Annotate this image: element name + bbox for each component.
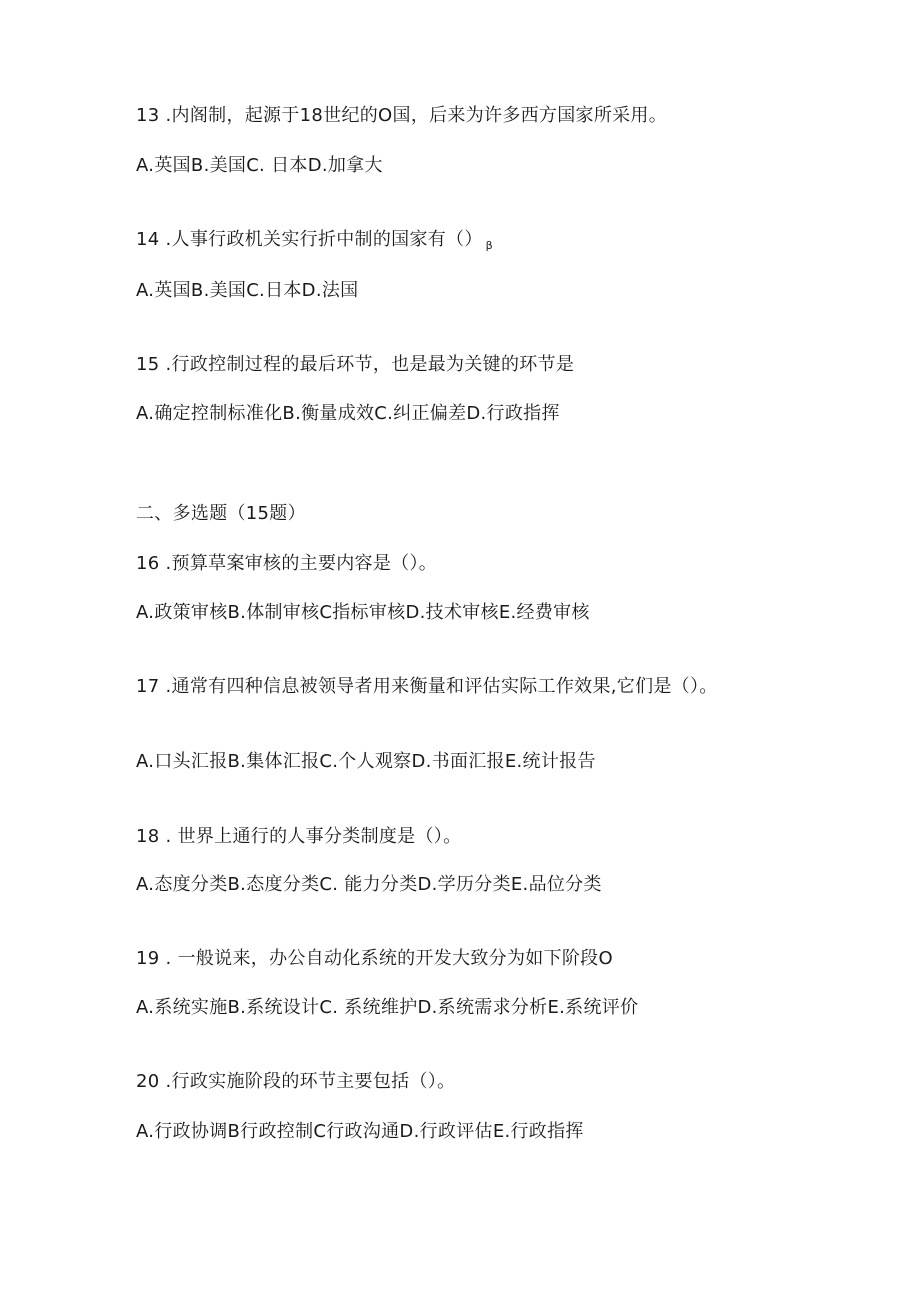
question-17-stem: 17 .通常有四种信息被领导者用来衡量和评估实际工作效果,它们是（）。	[136, 676, 718, 697]
question-13-options: A.英国B.美国C. 日本D.加拿大	[136, 155, 383, 176]
question-18-options: A.态度分类B.态度分类C. 能力分类D.学历分类E.品位分类	[136, 874, 602, 895]
question-19-stem: 19 . 一般说来，办公自动化系统的开发大致分为如下阶段O	[136, 948, 613, 969]
question-16-options: A.政策审核B.体制审核C指标审核D.技术审核E.经费审核	[136, 602, 590, 623]
question-14-stem: 14 .人事行政机关实行折中制的国家有（）	[136, 229, 483, 250]
question-14-options: A.英国B.美国C.日本D.法国	[136, 280, 359, 301]
question-20-stem: 20 .行政实施阶段的环节主要包括（）。	[136, 1071, 456, 1092]
question-13-stem: 13 .内阁制，起源于18世纪的O国，后来为许多西方国家所采用。	[136, 105, 668, 126]
question-14-stem-suffix: β	[485, 239, 493, 252]
section-2-title: 二、多选题（15题）	[136, 503, 306, 524]
question-15-options: A.确定控制标准化B.衡量成效C.纠正偏差D.行政指挥	[136, 403, 560, 424]
question-18-stem: 18 . 世界上通行的人事分类制度是（）。	[136, 826, 462, 847]
question-16-stem: 16 .预算草案审核的主要内容是（）。	[136, 553, 438, 574]
question-15-stem: 15 .行政控制过程的最后环节，也是最为关键的环节是	[136, 354, 575, 375]
question-19-options: A.系统实施B.系统设计C. 系统维护D.系统需求分析E.系统评价	[136, 997, 639, 1018]
question-20-options: A.行政协调B行政控制C行政沟通D.行政评估E.行政指挥	[136, 1121, 584, 1142]
question-17-options: A.口头汇报B.集体汇报C.个人观察D.书面汇报E.统计报告	[136, 751, 596, 772]
question-14-stem-row	[136, 228, 493, 258]
